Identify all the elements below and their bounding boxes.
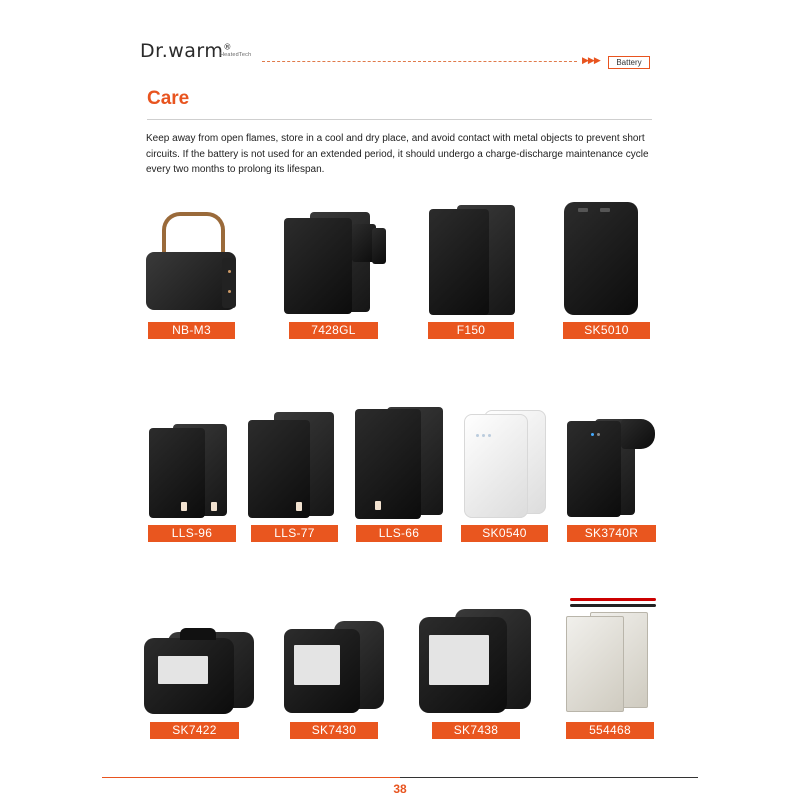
- product-image-lls-96: [145, 420, 235, 520]
- product-image-lls-77: [244, 410, 339, 520]
- page-title: Care: [147, 88, 190, 109]
- product-label: LLS-77: [251, 525, 338, 542]
- product-image-sk7430: [280, 615, 390, 715]
- product-image-lls-66: [353, 405, 448, 520]
- product-image-sk7422: [140, 620, 260, 715]
- product-label: SK7438: [432, 722, 520, 739]
- product-label: 7428GL: [289, 322, 378, 339]
- product-label: SK3740R: [567, 525, 656, 542]
- care-instructions: Keep away from open flames, store in a cool and dry place, and avoid contact with metal objects to prevent short circuits. If the battery is not used for an extended period, it should undergo a charge-discharge maintenance cycle every two months to prolong its lifespan.: [146, 133, 649, 175]
- product-image-sk5010: [560, 200, 645, 315]
- product-image-7428gl: [280, 210, 390, 320]
- brand-subtitle: HeatedTech: [220, 52, 252, 58]
- page-number: 38: [393, 782, 407, 796]
- product-image-nb-m3: [140, 210, 245, 315]
- product-image-sk7438: [415, 605, 535, 715]
- product-label: LLS-96: [148, 525, 236, 542]
- arrow-icon: ▶▶▶: [582, 55, 600, 65]
- product-label: 554468: [566, 722, 654, 739]
- title-divider: [147, 119, 652, 120]
- product-label: NB-M3: [148, 322, 235, 339]
- product-label: SK7430: [290, 722, 378, 739]
- product-image-sk0540: [460, 408, 555, 518]
- product-image-554468: [550, 590, 660, 715]
- section-tag: Battery: [608, 56, 650, 69]
- footer-divider-dark: [400, 777, 698, 778]
- product-label: LLS-66: [356, 525, 442, 542]
- product-image-sk3740r: [565, 415, 660, 520]
- product-image-f150: [425, 205, 520, 315]
- brand-logo: Dr.warm®: [140, 40, 232, 62]
- product-label: F150: [428, 322, 514, 339]
- product-label: SK5010: [563, 322, 650, 339]
- product-label: SK0540: [461, 525, 548, 542]
- product-label: SK7422: [150, 722, 239, 739]
- header-divider: [262, 61, 577, 62]
